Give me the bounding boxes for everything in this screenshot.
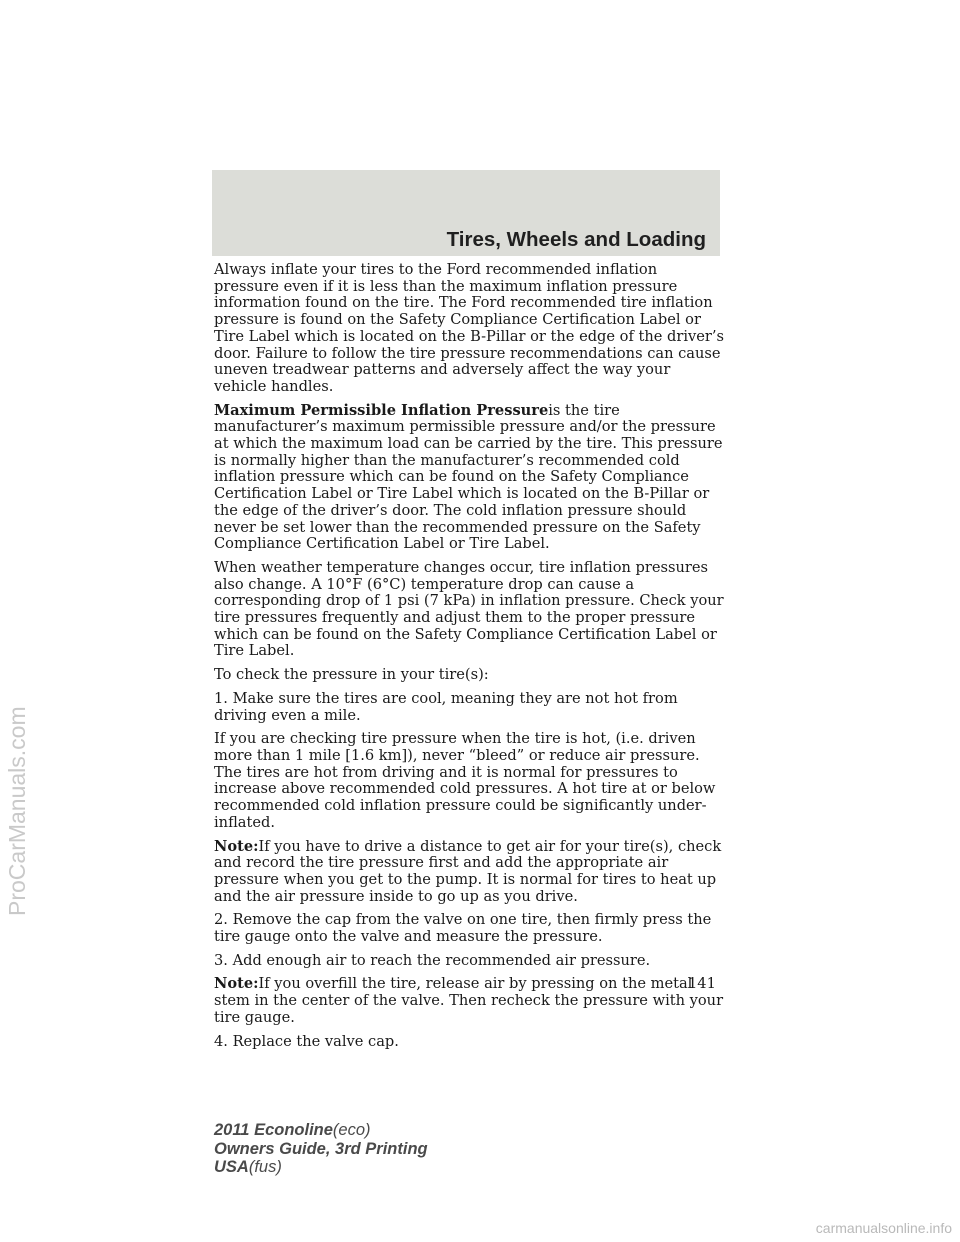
- note-text: If you have to drive a distance to get air for your tire(s), check and record the tire pressure first and add the appropriate air pressure when you get to the pump. It is normal for tires to heat up and the air pressure inside to go up as you drive.: [214, 837, 722, 905]
- footer-line-2: Owners Guide, 3rd Printing: [214, 1139, 428, 1158]
- footer-region: USA: [214, 1158, 249, 1176]
- footer-line-1: [214, 1121, 428, 1140]
- section-title: Tires, Wheels and Loading: [446, 228, 706, 251]
- note-text: If you overfill the tire, release air by pressing on the metal stem in the center of the valve. Then recheck the pressure with your tire gauge.: [214, 975, 724, 1026]
- footer-model: 2011 Econoline: [214, 1121, 333, 1139]
- paragraph-weather-temperature: When weather temperature changes occur, tire inflation pressures also change. A 10°F (6°C) temperature drop can cause a corresponding drop of 1 psi (7 kPa) in inflation pressure. Check your tire pressures frequently and adjust them to the proper pressure which can be found on the Safety Compliance Certification Label or Tire Label.: [214, 558, 724, 660]
- section-header-band: [212, 170, 720, 256]
- body-text: [214, 262, 724, 1057]
- step-4: 4. Replace the valve cap.: [214, 1032, 399, 1050]
- paragraph-check-pressure-intro: To check the pressure in your tire(s):: [214, 666, 489, 684]
- bottom-watermark: carmanualsonline.info: [815, 1220, 952, 1236]
- footer-edition-info: [214, 1121, 428, 1177]
- paragraph-inflation-recommendation: Always inflate your tires to the Ford recommended inflation pressure even if it is less than the maximum inflation pressure information found on the tire. The Ford recommended tire inflation pressure is found on the Safety Compliance Certification Label or Tire Label which is located on the B-Pillar or the edge of the driver’s door. Failure to follow the tire pressure recommendations can cause uneven treadwear patterns and adversely affect the way your vehicle handles.: [214, 261, 725, 395]
- paragraph-hot-tire: If you are checking tire pressure when the tire is hot, (i.e. driven more than 1 mile [1.6 km]), never “bleed” or reduce air pressure. The tires are hot from driving and it is normal for pressures to increase above recommended cold pressures. A hot tire at or below recommended cold inflation pressure could be significantly under-inflated.: [214, 730, 716, 831]
- note-label: Note:: [214, 837, 259, 855]
- paragraph-max-permissible-pressure: [214, 403, 724, 553]
- note-overfill: [214, 976, 724, 1026]
- footer-line-3: [214, 1158, 428, 1177]
- note-label: Note:: [214, 975, 259, 993]
- step-2: 2. Remove the cap from the valve on one tire, then firmly press the tire gauge onto the valve and measure the pressure.: [214, 911, 712, 946]
- page-number: 141: [688, 975, 716, 992]
- step-3: 3. Add enough air to reach the recommended air pressure.: [214, 951, 651, 969]
- term-max-permissible-pressure: Maximum Permissible Inflation Pressure: [214, 401, 549, 419]
- footer-model-code: (eco): [332, 1121, 371, 1139]
- note-drive-distance: [214, 839, 724, 906]
- paragraph-text: is the tire manufacturer’s maximum permissible pressure and/or the pressure at which the maximum load can be carried by the tire. This pressure is normally higher than the manufacturer’s recommended cold inflation pressure which can be found on the Safety Compliance Certification Label or Tire Label which is located on the B-Pillar or the edge of the driver’s door. The cold inflation pressure should never be set lower than the recommended pressure on the Safety Compliance Certification Label or Tire Label.: [214, 401, 723, 553]
- side-watermark: ProCarManuals.com: [4, 706, 30, 916]
- step-1: 1. Make sure the tires are cool, meaning they are not hot from driving even a mile.: [214, 689, 678, 724]
- footer-region-code: (fus): [248, 1158, 282, 1176]
